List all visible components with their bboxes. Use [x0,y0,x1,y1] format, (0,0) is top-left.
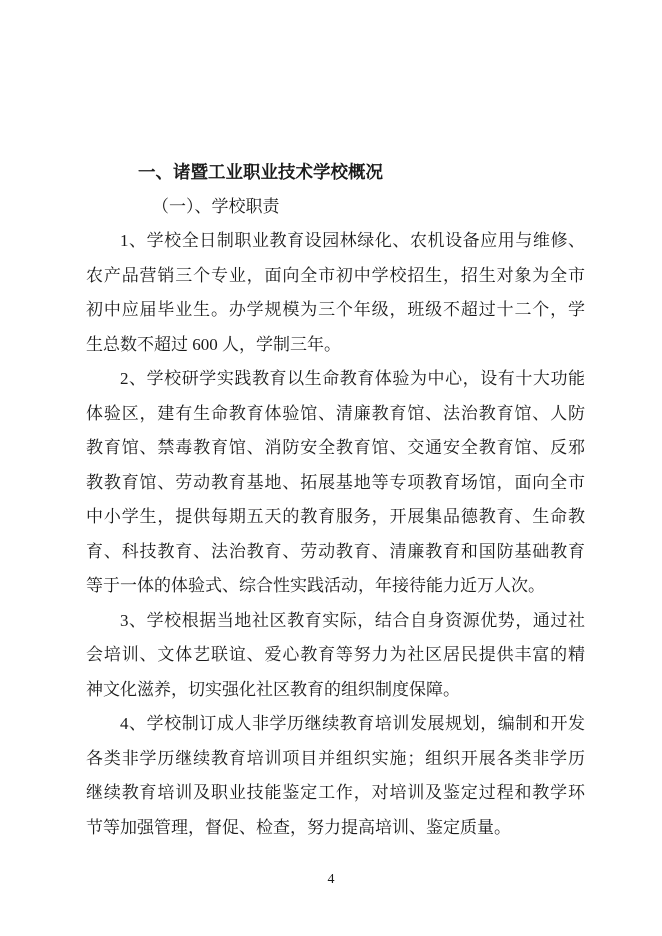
paragraph-line: 4、学校制订成人非学历继续教育培训发展规划，编制和开发 [120,714,585,733]
paragraph-line: 继续教育培训及职业技能鉴定工作，对培训及鉴定过程和教学环 [86,783,585,802]
paragraph-line: 农产品营销三个专业，面向全市初中学校招生，招生对象为全市 [86,265,585,285]
paragraph-line: 各类非学历继续教育培训项目并组织实施；组织开展各类非学历 [86,748,585,768]
paragraph-line: 育、科技教育、法治教育、劳动教育、清廉教育和国防基础教育 [86,541,585,561]
paragraph-2 [86,362,585,604]
paragraph-line: 1、学校全日制职业教育设园林绿化、农机设备应用与维修、 [120,231,585,250]
paragraph-line: 会培训、文体艺联谊、爱心教育等努力为社区居民提供丰富的精 [86,645,585,664]
paragraph-line: 2、学校研学实践教育以生命教育体验为中心，设有十大功能 [120,369,585,388]
document-body [86,155,585,845]
section-heading: 一、诸暨工业职业技术学校概况 [138,162,383,182]
paragraph-line: 生总数不超过 600 人，学制三年。 [86,334,341,354]
paragraph-3 [86,604,585,708]
paragraph-line: 体验区，建有生命教育体验馆、清廉教育馆、法治教育馆、人防 [86,403,585,423]
paragraph-line: 中小学生，提供每期五天的教育服务，开展集品德教育、生命教 [86,507,585,526]
paragraph-line: 初中应届毕业生。办学规模为三个年级，班级不超过十二个，学 [86,300,585,319]
paragraph-line: 节等加强管理，督促、检查，努力提高培训、鉴定质量。 [86,817,511,837]
paragraph-line: 3、学校根据当地社区教育实际，结合自身资源优势，通过社 [120,610,585,630]
paragraph-line: 等于一体的体验式、综合性实践活动，年接待能力近万人次。 [86,576,545,595]
paragraph-line: 神文化滋养，切实强化社区教育的组织制度保障。 [86,679,460,699]
page-number: 4 [327,872,335,887]
paragraph-line: 教教育馆、劳动教育基地、拓展基地等专项教育场馆，面向全市 [86,472,585,492]
paragraph-4 [86,707,585,845]
subsection-heading: （一）、学校职责 [152,196,280,216]
paragraph-1 [86,224,585,362]
paragraph-line: 教育馆、禁毒教育馆、消防安全教育馆、交通安全教育馆、反邪 [86,438,585,457]
